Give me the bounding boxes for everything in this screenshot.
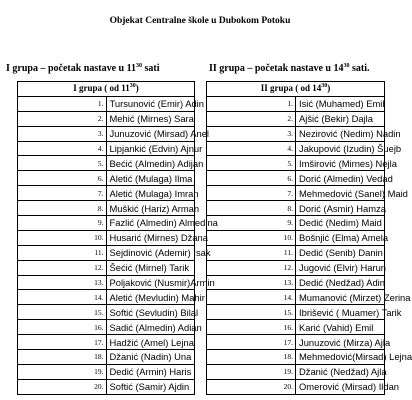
row-number: 5. xyxy=(207,156,296,171)
student-name: Junuzović (Mirza) Ajla xyxy=(296,335,385,350)
group2-heading-minutes: 30 xyxy=(343,63,350,69)
table-row xyxy=(18,156,195,171)
document-title: Objekat Centralne škole u Dubokom Potoku xyxy=(109,16,291,26)
row-number: 14. xyxy=(18,290,107,305)
row-number: 10. xyxy=(18,230,107,245)
row-number: 1. xyxy=(207,96,296,111)
row-number: 20. xyxy=(18,379,107,394)
student-name: Bećić (Almedin) Adijan xyxy=(106,156,195,171)
row-number: 8. xyxy=(18,201,107,216)
table-row xyxy=(207,156,385,171)
row-number: 3. xyxy=(18,126,107,141)
student-name: Mehić (Mirnes) Sara xyxy=(106,111,195,126)
row-number: 17. xyxy=(207,335,296,350)
row-number: 4. xyxy=(207,141,296,156)
row-number: 17. xyxy=(18,335,107,350)
student-name: Jugović (Elvir) Harun xyxy=(296,260,385,275)
table-row xyxy=(18,186,195,201)
group2-heading xyxy=(209,63,369,74)
row-number: 6. xyxy=(18,171,107,186)
group1-heading xyxy=(6,63,160,74)
row-number: 2. xyxy=(18,111,107,126)
row-number: 5. xyxy=(18,156,107,171)
student-name: Mehmedović (Sanel) Maid xyxy=(296,186,385,201)
student-name: Dorić (Asmir) Hamza xyxy=(296,201,385,216)
student-name: Džanić (Nedžad) Ajla xyxy=(296,364,385,379)
table-row xyxy=(18,126,195,141)
table-row xyxy=(18,230,195,245)
table-row xyxy=(207,364,385,379)
row-number: 14. xyxy=(207,290,296,305)
row-number: 15. xyxy=(18,305,107,320)
student-name: Nezirović (Nedim) Nadin xyxy=(296,126,385,141)
table-row xyxy=(207,350,385,365)
table-row xyxy=(18,350,195,365)
table-row xyxy=(18,245,195,260)
table-row xyxy=(207,335,385,350)
student-name: Dorić (Almedin) Vedad xyxy=(296,171,385,186)
student-name: Junuzović (Mirsad) Anel xyxy=(106,126,195,141)
table-row xyxy=(18,171,195,186)
student-name: Softić (Sevludin) Bilal xyxy=(106,305,195,320)
student-name: Imširović (Mirnes) Nejla xyxy=(296,156,385,171)
group2-column-header xyxy=(207,82,385,97)
row-number: 8. xyxy=(207,201,296,216)
table-row xyxy=(18,201,195,216)
row-number: 4. xyxy=(18,141,107,156)
student-name: Mehmedović(Mirsad) Lejna xyxy=(296,350,385,365)
student-name: Mumanović (Mirzet) Zerina xyxy=(296,290,385,305)
row-number: 19. xyxy=(18,364,107,379)
table-row xyxy=(207,245,385,260)
table-row xyxy=(207,260,385,275)
row-number: 3. xyxy=(207,126,296,141)
table-row xyxy=(18,320,195,335)
student-name: Sadić (Almedin) Adian xyxy=(106,320,195,335)
table-row xyxy=(207,379,385,394)
group2-column-header-text: II grupa ( od 14 xyxy=(260,83,322,94)
student-name: Aletić (Mulaga) Imran xyxy=(106,186,195,201)
student-name: Isić (Muhamed) Emil xyxy=(296,96,385,111)
student-name: Fazlić (Almedin) Almedina xyxy=(106,216,195,231)
row-number: 6. xyxy=(207,171,296,186)
group2-heading-text: II grupa – početak nastave u 14 xyxy=(209,63,344,74)
row-number: 18. xyxy=(18,350,107,365)
row-number: 18. xyxy=(207,350,296,365)
group1-column-header xyxy=(18,82,195,97)
table-row xyxy=(18,379,195,394)
table-row xyxy=(207,305,385,320)
row-number: 9. xyxy=(207,216,296,231)
row-number: 11. xyxy=(207,245,296,260)
group1-heading-minutes: 30 xyxy=(136,63,143,69)
table-row xyxy=(18,111,195,126)
group2-column-header-suffix: ) xyxy=(327,83,331,94)
student-name: Džanić (Nadin) Una xyxy=(106,350,195,365)
table-row xyxy=(207,186,385,201)
student-name: Tursunović (Emir) Adin xyxy=(106,96,195,111)
group1-heading-suffix: sati xyxy=(142,63,160,74)
student-name: Dedić (Senib) Danin xyxy=(296,245,385,260)
row-number: 15. xyxy=(207,305,296,320)
student-name: Sejdinović (Ademir) Isak xyxy=(106,245,195,260)
table-row xyxy=(207,141,385,156)
table-row xyxy=(18,275,195,290)
table-row xyxy=(18,141,195,156)
table-row xyxy=(18,290,195,305)
row-number: 7. xyxy=(18,186,107,201)
group1-table xyxy=(17,81,218,395)
row-number: 19. xyxy=(207,364,296,379)
row-number: 1. xyxy=(18,96,107,111)
table-row xyxy=(207,111,385,126)
student-name: Ajšić (Bekir) Dajla xyxy=(296,111,385,126)
student-name: Aletić (Mevludin) Mahir xyxy=(106,290,195,305)
group2-heading-suffix: sati. xyxy=(349,63,370,74)
table-row xyxy=(18,260,195,275)
group1-column-header-suffix: ) xyxy=(135,83,139,94)
table-row xyxy=(207,216,385,231)
row-number: 11. xyxy=(18,245,107,260)
table-row xyxy=(207,290,385,305)
student-name: Jakupović (Izudin) Šuejb xyxy=(296,141,385,156)
student-name: Softić (Samir) Ajdin xyxy=(106,379,195,394)
row-number: 13. xyxy=(207,275,296,290)
row-number: 10. xyxy=(207,230,296,245)
student-name: Muškić (Hariz) Arman xyxy=(106,201,195,216)
table-row xyxy=(18,216,195,231)
student-name: Karić (Vahid) Emil xyxy=(296,320,385,335)
table-row xyxy=(207,171,385,186)
group1-column-header-text: I grupa ( od 11 xyxy=(73,83,130,94)
table-row xyxy=(207,201,385,216)
row-number: 13. xyxy=(18,275,107,290)
table-row xyxy=(18,335,195,350)
student-name: Poljaković (Nusmir)Armin xyxy=(106,275,195,290)
student-name: Dedić (Nedim) Maid xyxy=(296,216,385,231)
student-name: Šećić (Mirnel) Tarik xyxy=(106,260,195,275)
row-number: 9. xyxy=(18,216,107,231)
row-number: 16. xyxy=(207,320,296,335)
table-row xyxy=(207,96,385,111)
table-row xyxy=(207,275,385,290)
student-name: Omerović (Mirsad) Ildan xyxy=(296,379,385,394)
group1-heading-text: I grupa – početak nastave u 11 xyxy=(6,63,137,74)
row-number: 12. xyxy=(207,260,296,275)
row-number: 16. xyxy=(18,320,107,335)
student-name: Lipjankić (Edvin) Ajnur xyxy=(106,141,195,156)
table-row xyxy=(18,305,195,320)
table-row xyxy=(207,320,385,335)
table-row xyxy=(207,126,385,141)
table-row xyxy=(18,96,195,111)
group1-rows xyxy=(18,96,218,394)
group2-column-header-minutes: 30 xyxy=(321,83,328,90)
student-name: Bošnjić (Elma) Amela xyxy=(296,230,385,245)
group1-column-header-minutes: 30 xyxy=(129,83,136,90)
group2-table xyxy=(206,81,412,395)
row-number: 20. xyxy=(207,379,296,394)
student-name: Ibrišević ( Muamer) Tarik xyxy=(296,305,385,320)
student-name: Hadžić (Amel) Lejna xyxy=(106,335,195,350)
table-row xyxy=(207,230,385,245)
student-name: Dedić (Armin) Haris xyxy=(106,364,195,379)
group2-rows xyxy=(207,96,412,394)
row-number: 12. xyxy=(18,260,107,275)
table-row xyxy=(18,364,195,379)
student-name: Dedić (Nedžad) Adin xyxy=(296,275,385,290)
row-number: 7. xyxy=(207,186,296,201)
student-name: Husarić (Mirnes) Džana xyxy=(106,230,195,245)
row-number: 2. xyxy=(207,111,296,126)
student-name: Aletić (Mulaga) Ilma xyxy=(106,171,195,186)
